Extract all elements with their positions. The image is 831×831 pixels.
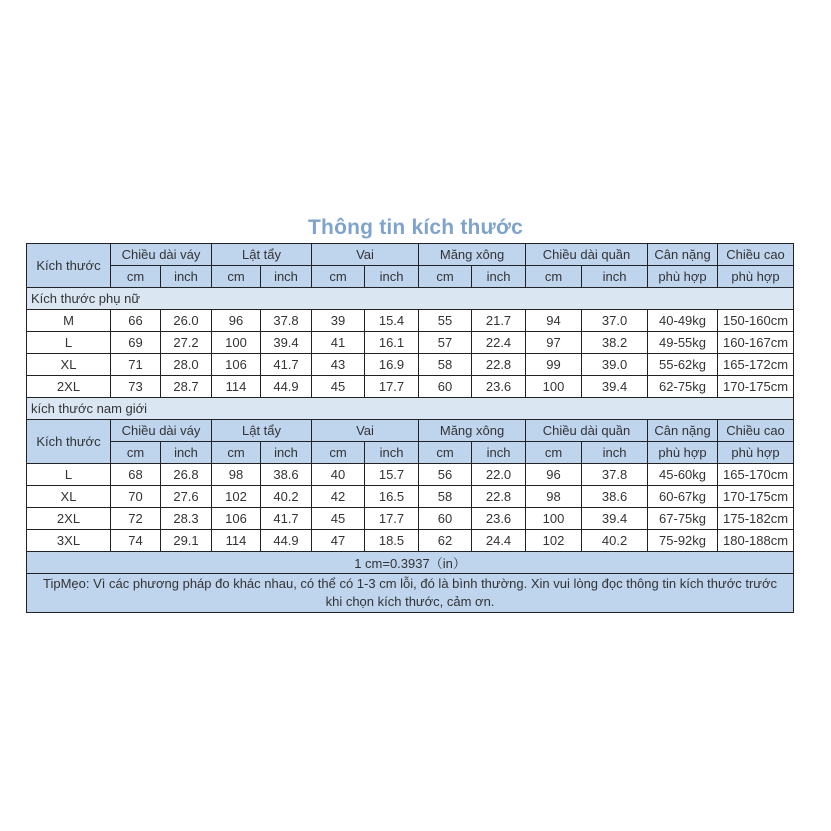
- value-cell: 71: [111, 354, 161, 376]
- value-cell: 21.7: [472, 310, 526, 332]
- unit-cm: cm: [419, 442, 472, 464]
- table-row: [27, 310, 794, 332]
- value-cell: 37.8: [261, 310, 312, 332]
- table-row: [27, 376, 794, 398]
- value-cell: 40.2: [261, 486, 312, 508]
- value-cell: 180-188cm: [718, 530, 794, 552]
- unit-inch: inch: [472, 442, 526, 464]
- value-cell: 24.4: [472, 530, 526, 552]
- value-cell: 27.6: [161, 486, 212, 508]
- value-cell: 28.7: [161, 376, 212, 398]
- table-row: [27, 464, 794, 486]
- value-cell: 170-175cm: [718, 376, 794, 398]
- size-header: Kích thước: [27, 420, 111, 464]
- value-cell: 96: [526, 464, 582, 486]
- value-cell: 45-60kg: [648, 464, 718, 486]
- value-cell: 55: [419, 310, 472, 332]
- value-cell: 102: [212, 486, 261, 508]
- unit-cm: cm: [212, 266, 261, 288]
- value-cell: 55-62kg: [648, 354, 718, 376]
- value-cell: 41.7: [261, 508, 312, 530]
- size-table: [26, 243, 794, 613]
- value-cell: 22.8: [472, 354, 526, 376]
- height-header-line2: phù hợp: [718, 442, 794, 464]
- size-cell: L: [27, 332, 111, 354]
- value-cell: 96: [212, 310, 261, 332]
- unit-inch: inch: [161, 266, 212, 288]
- value-cell: 98: [212, 464, 261, 486]
- unit-cm: cm: [419, 266, 472, 288]
- conversion-row: [27, 552, 794, 574]
- unit-inch: inch: [261, 442, 312, 464]
- group-header: Chiều dài váy: [111, 244, 212, 266]
- value-cell: 69: [111, 332, 161, 354]
- size-cell: 2XL: [27, 508, 111, 530]
- value-cell: 165-170cm: [718, 464, 794, 486]
- section-label: Kích thước phụ nữ: [27, 288, 794, 310]
- value-cell: 16.1: [365, 332, 419, 354]
- unit-cm: cm: [312, 266, 365, 288]
- value-cell: 15.7: [365, 464, 419, 486]
- value-cell: 23.6: [472, 508, 526, 530]
- value-cell: 39.4: [582, 376, 648, 398]
- size-cell: M: [27, 310, 111, 332]
- weight-header-line2: phù hợp: [648, 442, 718, 464]
- value-cell: 97: [526, 332, 582, 354]
- height-header-line2: phù hợp: [718, 266, 794, 288]
- height-header: Chiều cao: [718, 420, 794, 442]
- conversion-note: 1 cm=0.3937（in）: [27, 552, 794, 574]
- value-cell: 47: [312, 530, 365, 552]
- value-cell: 58: [419, 486, 472, 508]
- value-cell: 70: [111, 486, 161, 508]
- unit-inch: inch: [582, 266, 648, 288]
- unit-cm: cm: [526, 442, 582, 464]
- height-header: Chiều cao: [718, 244, 794, 266]
- value-cell: 41.7: [261, 354, 312, 376]
- size-table-body: [27, 244, 794, 613]
- value-cell: 72: [111, 508, 161, 530]
- value-cell: 165-172cm: [718, 354, 794, 376]
- value-cell: 37.0: [582, 310, 648, 332]
- value-cell: 26.0: [161, 310, 212, 332]
- unit-cm: cm: [312, 442, 365, 464]
- size-cell: 2XL: [27, 376, 111, 398]
- group-header: Chiều dài váy: [111, 420, 212, 442]
- value-cell: 114: [212, 530, 261, 552]
- header-row-units: [27, 266, 794, 288]
- value-cell: 60: [419, 376, 472, 398]
- group-header: Măng xông: [419, 420, 526, 442]
- value-cell: 62-75kg: [648, 376, 718, 398]
- value-cell: 99: [526, 354, 582, 376]
- value-cell: 38.6: [261, 464, 312, 486]
- value-cell: 49-55kg: [648, 332, 718, 354]
- value-cell: 39: [312, 310, 365, 332]
- group-header: Vai: [312, 420, 419, 442]
- value-cell: 62: [419, 530, 472, 552]
- unit-cm: cm: [212, 442, 261, 464]
- value-cell: 42: [312, 486, 365, 508]
- size-cell: XL: [27, 354, 111, 376]
- value-cell: 67-75kg: [648, 508, 718, 530]
- value-cell: 43: [312, 354, 365, 376]
- group-header: Chiều dài quần: [526, 420, 648, 442]
- value-cell: 73: [111, 376, 161, 398]
- value-cell: 160-167cm: [718, 332, 794, 354]
- group-header: Vai: [312, 244, 419, 266]
- value-cell: 170-175cm: [718, 486, 794, 508]
- value-cell: 40-49kg: [648, 310, 718, 332]
- value-cell: 17.7: [365, 508, 419, 530]
- unit-inch: inch: [365, 266, 419, 288]
- unit-cm: cm: [526, 266, 582, 288]
- unit-inch: inch: [161, 442, 212, 464]
- value-cell: 22.4: [472, 332, 526, 354]
- value-cell: 27.2: [161, 332, 212, 354]
- value-cell: 44.9: [261, 376, 312, 398]
- value-cell: 39.4: [582, 508, 648, 530]
- header-row-top: [27, 244, 794, 266]
- value-cell: 28.0: [161, 354, 212, 376]
- unit-cm: cm: [111, 442, 161, 464]
- weight-header-line2: phù hợp: [648, 266, 718, 288]
- value-cell: 23.6: [472, 376, 526, 398]
- size-cell: XL: [27, 486, 111, 508]
- value-cell: 57: [419, 332, 472, 354]
- header-row-top: [27, 420, 794, 442]
- value-cell: 45: [312, 376, 365, 398]
- value-cell: 100: [212, 332, 261, 354]
- header-row-units: [27, 442, 794, 464]
- size-header: Kích thước: [27, 244, 111, 288]
- value-cell: 39.0: [582, 354, 648, 376]
- value-cell: 102: [526, 530, 582, 552]
- tip-row: [27, 574, 794, 613]
- value-cell: 38.6: [582, 486, 648, 508]
- value-cell: 40: [312, 464, 365, 486]
- unit-inch: inch: [261, 266, 312, 288]
- value-cell: 16.5: [365, 486, 419, 508]
- size-cell: 3XL: [27, 530, 111, 552]
- table-row: [27, 486, 794, 508]
- value-cell: 44.9: [261, 530, 312, 552]
- value-cell: 106: [212, 508, 261, 530]
- value-cell: 39.4: [261, 332, 312, 354]
- unit-inch: inch: [582, 442, 648, 464]
- section-row-men: [27, 398, 794, 420]
- value-cell: 17.7: [365, 376, 419, 398]
- table-row: [27, 530, 794, 552]
- value-cell: 22.0: [472, 464, 526, 486]
- unit-inch: inch: [365, 442, 419, 464]
- value-cell: 45: [312, 508, 365, 530]
- value-cell: 22.8: [472, 486, 526, 508]
- value-cell: 41: [312, 332, 365, 354]
- value-cell: 38.2: [582, 332, 648, 354]
- value-cell: 28.3: [161, 508, 212, 530]
- unit-inch: inch: [472, 266, 526, 288]
- value-cell: 26.8: [161, 464, 212, 486]
- value-cell: 94: [526, 310, 582, 332]
- weight-header: Cân nặng: [648, 244, 718, 266]
- table-row: [27, 354, 794, 376]
- value-cell: 66: [111, 310, 161, 332]
- size-cell: L: [27, 464, 111, 486]
- value-cell: 15.4: [365, 310, 419, 332]
- group-header: Chiều dài quần: [526, 244, 648, 266]
- chart-title: Thông tin kích thước: [308, 216, 523, 239]
- table-row: [27, 332, 794, 354]
- value-cell: 60-67kg: [648, 486, 718, 508]
- value-cell: 60: [419, 508, 472, 530]
- group-header: Măng xông: [419, 244, 526, 266]
- value-cell: 68: [111, 464, 161, 486]
- value-cell: 16.9: [365, 354, 419, 376]
- group-header: Lật tẩy: [212, 420, 312, 442]
- value-cell: 37.8: [582, 464, 648, 486]
- value-cell: 150-160cm: [718, 310, 794, 332]
- value-cell: 40.2: [582, 530, 648, 552]
- group-header: Lật tẩy: [212, 244, 312, 266]
- value-cell: 29.1: [161, 530, 212, 552]
- value-cell: 18.5: [365, 530, 419, 552]
- value-cell: 114: [212, 376, 261, 398]
- value-cell: 75-92kg: [648, 530, 718, 552]
- weight-header: Cân nặng: [648, 420, 718, 442]
- value-cell: 56: [419, 464, 472, 486]
- value-cell: 100: [526, 508, 582, 530]
- table-row: [27, 508, 794, 530]
- unit-cm: cm: [111, 266, 161, 288]
- value-cell: 98: [526, 486, 582, 508]
- value-cell: 100: [526, 376, 582, 398]
- value-cell: 175-182cm: [718, 508, 794, 530]
- value-cell: 74: [111, 530, 161, 552]
- section-row-women: [27, 288, 794, 310]
- value-cell: 106: [212, 354, 261, 376]
- value-cell: 58: [419, 354, 472, 376]
- tip-note: TipMẹo: Vì các phương pháp đo khác nhau, có thể có 1-3 cm lỗi, đó là bình thường. Xin vui lòng đọc thông tin kích thước trước khi chọn kích thước, cảm ơn.: [27, 574, 794, 613]
- section-label: kích thước nam giới: [27, 398, 794, 420]
